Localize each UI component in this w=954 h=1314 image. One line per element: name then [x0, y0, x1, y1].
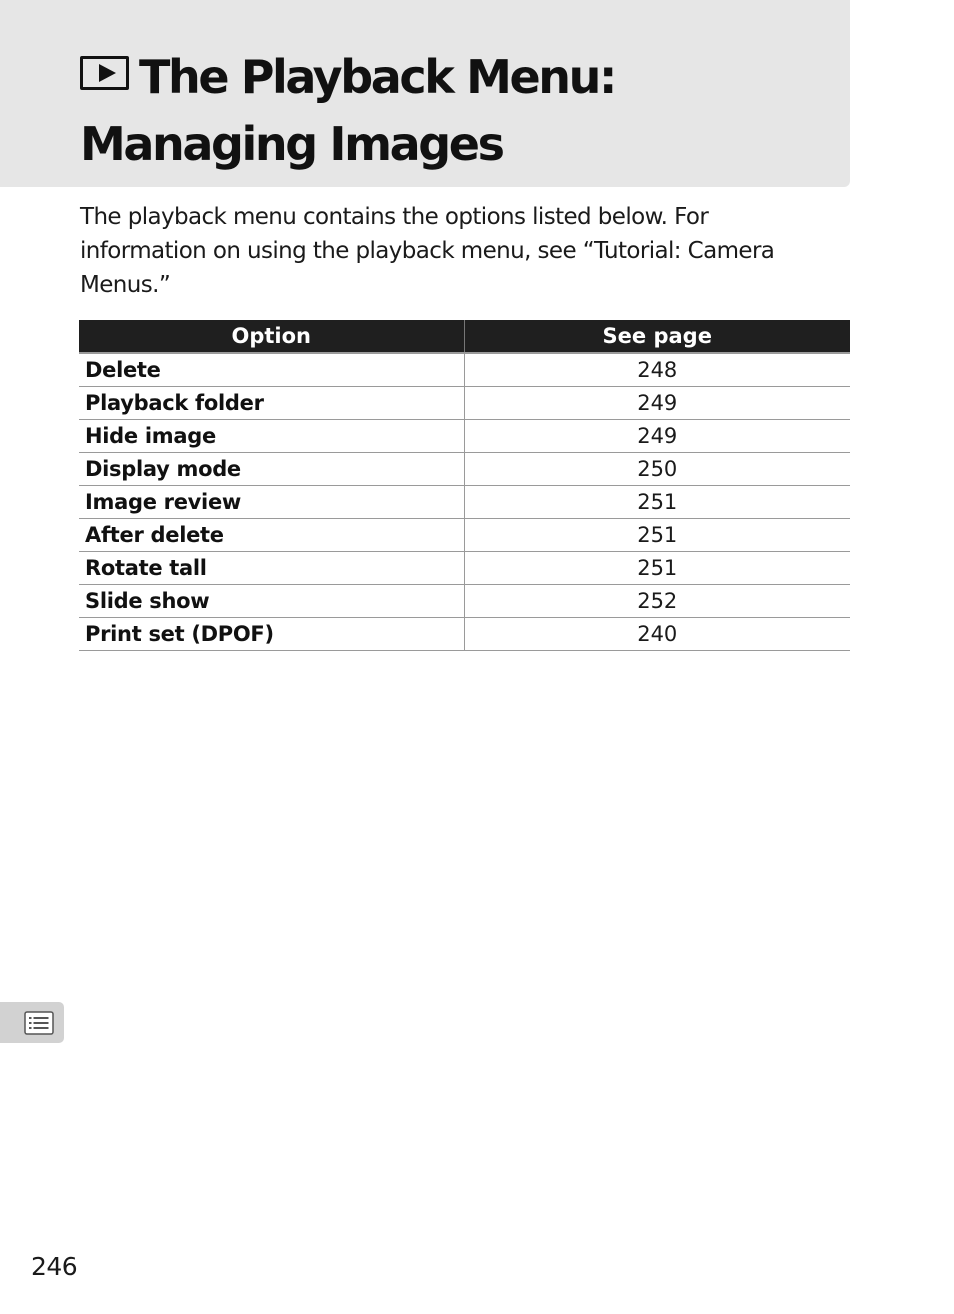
option-cell: After delete [79, 519, 464, 552]
option-cell: Image review [79, 486, 464, 519]
menu-list-icon [24, 1011, 54, 1035]
table-row [79, 519, 850, 552]
option-cell: Slide show [79, 585, 464, 618]
table-row [79, 353, 850, 387]
option-cell: Display mode [79, 453, 464, 486]
page-title [80, 44, 615, 178]
option-cell: Delete [79, 353, 464, 387]
table-row [79, 618, 850, 651]
table-header-row [79, 320, 850, 353]
page-cell: 251 [464, 552, 850, 585]
title-line-1 [80, 44, 615, 111]
page-cell: 251 [464, 486, 850, 519]
page-cell: 252 [464, 585, 850, 618]
page-cell: 250 [464, 453, 850, 486]
page-cell: 249 [464, 420, 850, 453]
page-cell: 240 [464, 618, 850, 651]
options-table [79, 320, 850, 651]
table-row [79, 387, 850, 420]
intro-paragraph: The playback menu contains the options listed below. For information on using the playback menu, see “Tutorial: Camera Menus.” [80, 204, 775, 298]
column-header-option: Option [79, 320, 464, 353]
page-cell: 251 [464, 519, 850, 552]
column-header-see-page: See page [464, 320, 850, 353]
option-cell: Hide image [79, 420, 464, 453]
playback-icon [80, 56, 129, 90]
table-row [79, 486, 850, 519]
option-cell: Print set (DPOF) [79, 618, 464, 651]
table-row [79, 552, 850, 585]
title-line-2: Managing Images [80, 117, 503, 171]
table-row [79, 585, 850, 618]
option-cell: Rotate tall [79, 552, 464, 585]
table-row [79, 420, 850, 453]
page-number: 246 [31, 1252, 78, 1281]
page-cell: 249 [464, 387, 850, 420]
chapter-side-tab [0, 1002, 64, 1043]
title-text-1: The Playback Menu: [139, 50, 615, 104]
option-cell: Playback folder [79, 387, 464, 420]
table-row [79, 453, 850, 486]
page-cell: 248 [464, 353, 850, 387]
